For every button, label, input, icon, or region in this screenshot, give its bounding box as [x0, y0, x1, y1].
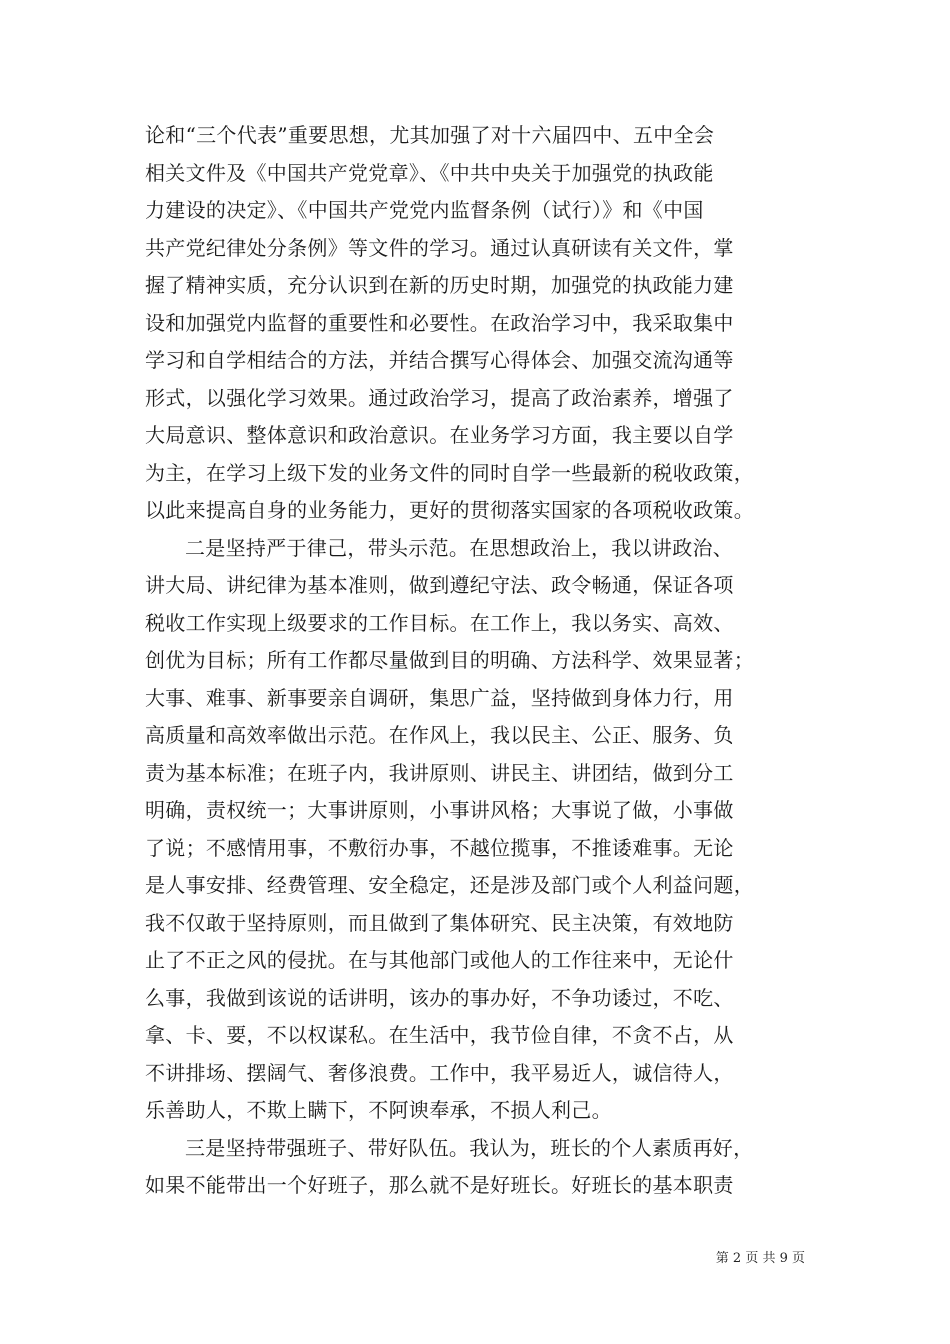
- text-line: 设和加强党内监督的重要性和必要性。在政治学习中，我采取集中: [145, 310, 734, 335]
- text-line: 我不仅敢于坚持原则，而且做到了集体研究、民主决策，有效地防: [145, 910, 734, 935]
- text-line: 止了不正之风的侵扰。在与其他部门或他人的工作往来中，无论什: [145, 948, 734, 972]
- paragraph-first-line: 三是坚持带强班子、带好队伍。我认为，班长的个人素质再好，: [185, 1135, 754, 1160]
- text-line: 论和“三个代表”重要思想，尤其加强了对十六届四中、五中全会: [145, 123, 715, 147]
- text-line: 握了精神实质，充分认识到在新的历史时期，加强党的执政能力建: [145, 273, 734, 297]
- text-line: 税收工作实现上级要求的工作目标。在工作上，我以务实、高效、: [145, 610, 734, 635]
- paragraph-first-line: 二是坚持严于律己，带头示范。在思想政治上，我以讲政治、: [185, 535, 734, 560]
- text-line: 讲大局、讲纪律为基本准则，做到遵纪守法、政令畅通，保证各项: [145, 573, 734, 597]
- text-line: 共产党纪律处分条例》等文件的学习。通过认真研读有关文件，掌: [145, 235, 734, 260]
- text-line: 了说；不感情用事，不敷衍办事，不越位揽事，不推诿难事。无论: [145, 835, 734, 860]
- text-line: 形式，以强化学习效果。通过政治学习，提高了政治素养，增强了: [145, 385, 734, 410]
- text-line: 责为基本标准；在班子内，我讲原则、讲民主、讲团结，做到分工: [145, 760, 734, 785]
- text-line: 为主，在学习上级下发的业务文件的同时自学一些最新的税收政策，: [145, 460, 754, 485]
- text-line: 以此来提高自身的业务能力，更好的贯彻落实国家的各项税收政策。: [145, 498, 754, 522]
- text-line: 么事，我做到该说的话讲明，该办的事办好，不争功诿过，不吃、: [145, 985, 734, 1010]
- text-line: 力建设的决定》、《中国共产党党内监督条例（试行）》和《中国: [145, 198, 704, 222]
- text-line: 大事、难事、新事要亲自调研，集思广益，坚持做到身体力行，用: [145, 685, 734, 710]
- text-line: 相关文件及《中国共产党党章》、《中共中央关于加强党的执政能: [145, 160, 714, 185]
- document-body: [145, 117, 805, 1205]
- text-line: 不讲排场、摆阔气、奢侈浪费。工作中，我平易近人，诚信待人，: [145, 1060, 734, 1085]
- text-line: 如果不能带出一个好班子，那么就不是好班长。好班长的基本职责: [145, 1173, 734, 1197]
- text-line: 乐善助人，不欺上瞒下，不阿谀奉承，不损人利己。: [145, 1098, 612, 1122]
- text-line: 明确，责权统一；大事讲原则，小事讲风格；大事说了做，小事做: [145, 798, 734, 822]
- text-line: 创优为目标；所有工作都尽量做到目的明确、方法科学、效果显著；: [145, 648, 754, 672]
- page-number-footer: 第 2 页 共 9 页: [715, 1251, 805, 1266]
- text-line: 学习和自学相结合的方法，并结合撰写心得体会、加强交流沟通等: [145, 348, 734, 372]
- text-line: 高质量和高效率做出示范。在作风上，我以民主、公正、服务、负: [145, 723, 734, 747]
- text-line: 拿、卡、要，不以权谋私。在生活中，我节俭自律，不贪不占，从: [145, 1023, 734, 1047]
- text-line: 大局意识、整体意识和政治意识。在业务学习方面，我主要以自学: [145, 423, 734, 447]
- text-line: 是人事安排、经费管理、安全稳定，还是涉及部门或个人利益问题，: [145, 873, 754, 897]
